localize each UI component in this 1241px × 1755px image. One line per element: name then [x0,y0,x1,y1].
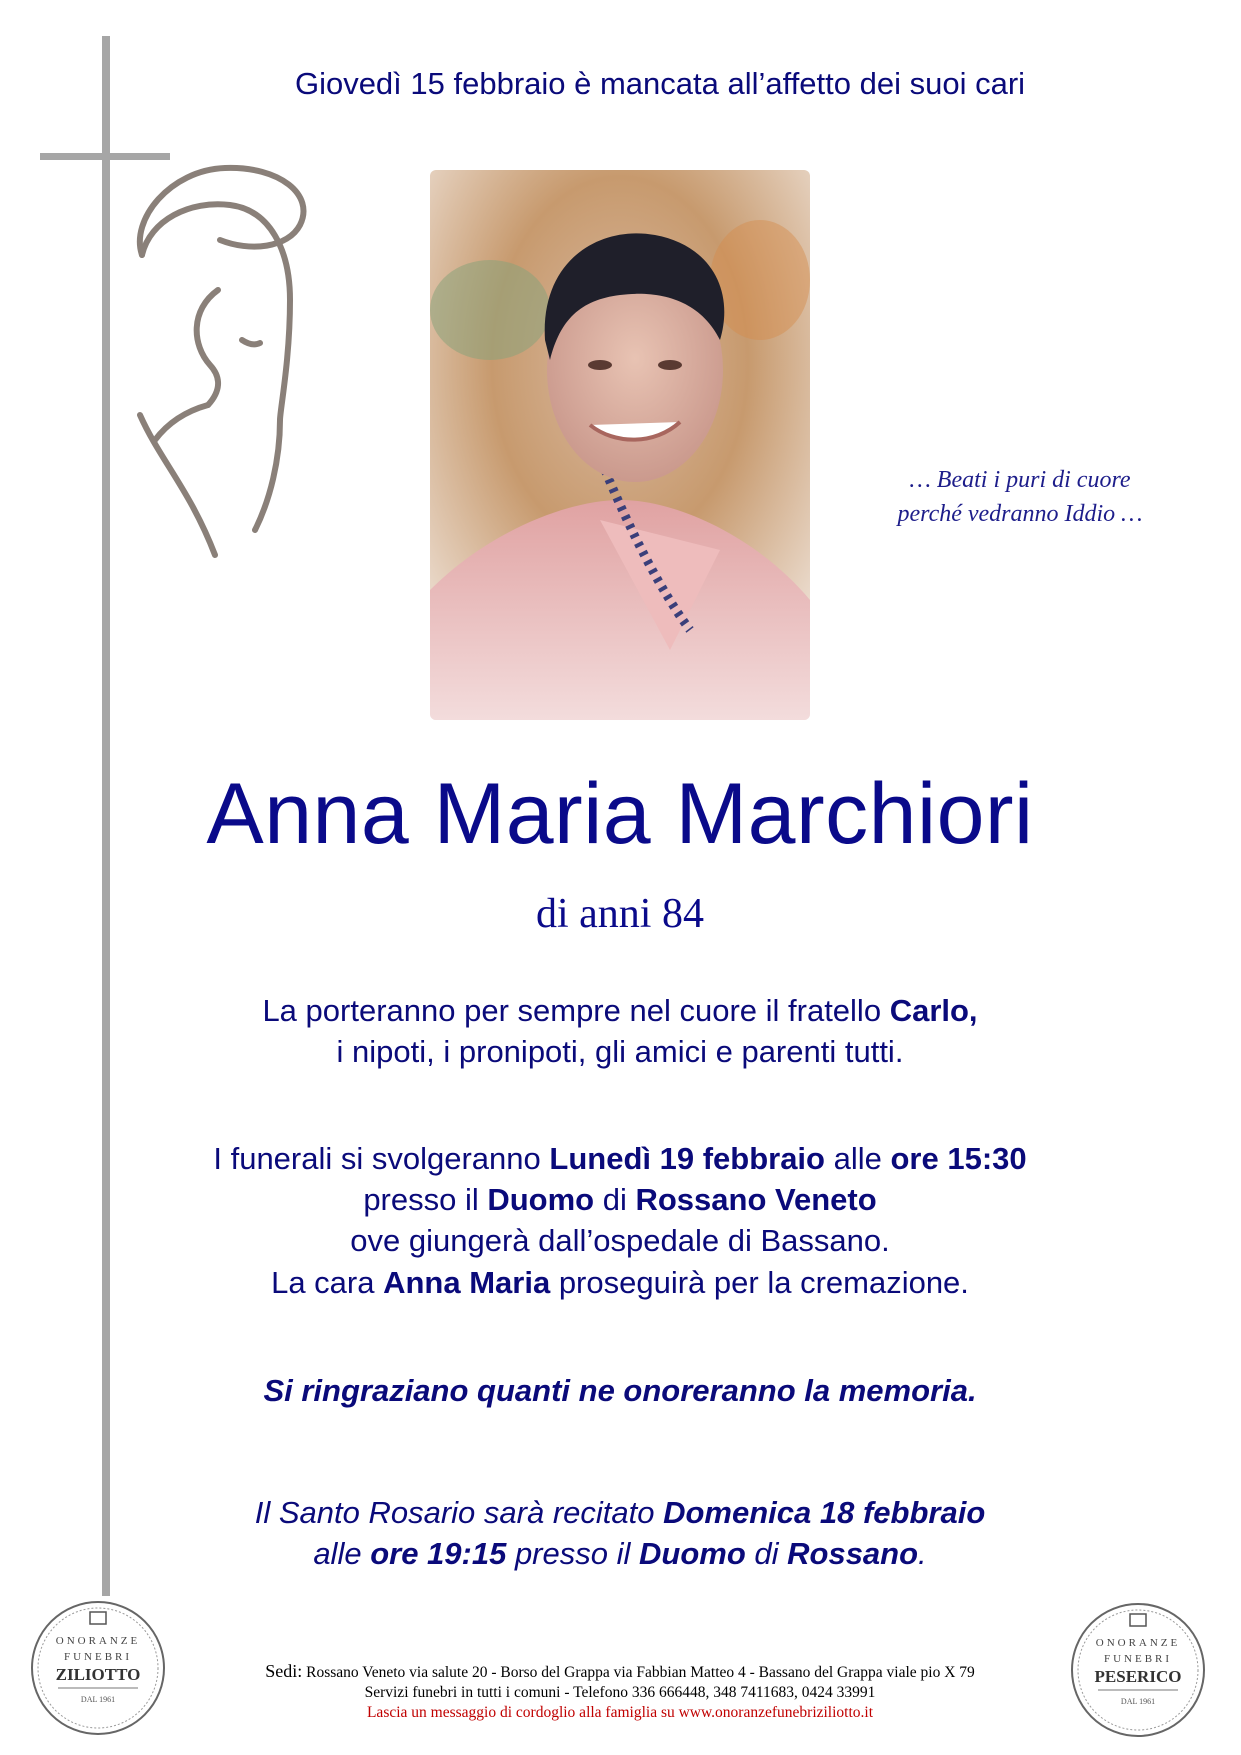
deceased-age: di anni 84 [536,891,704,937]
funeral-time: ore 15:30 [890,1141,1027,1176]
funeral-text: La cara [271,1264,384,1300]
family-paragraph [100,990,1140,1072]
brother-name: Carlo, [889,993,978,1028]
footer-addresses: Rossano Veneto via salute 20 - Borso del Grappa via Fabbian Matteo 4 - Bassano del Grappa viale pio X 79 [302,1664,975,1681]
rosary-text: . [918,1536,927,1572]
rosary-time: ore 19:15 [370,1536,507,1572]
funeral-paragraph [100,1138,1140,1303]
deceased-name: Anna Maria Marchiori [206,766,1034,862]
rosary-text: presso il [506,1536,639,1572]
rosary-paragraph [100,1492,1140,1574]
footer-condolence-link[interactable]: Lascia un messaggio di cordoglio alla famiglia su www.onoranzefunebriziliotto.it [366,1703,874,1721]
funeral-text: presso il [363,1182,488,1218]
peserico-logo [1068,1600,1208,1740]
logo-right-line1: ONORANZE [1095,1637,1181,1649]
quote-line-1: … Beati i puri di cuore [909,467,1131,493]
funeral-date: Lunedì 19 febbraio [549,1141,825,1176]
quote-line-2: perché vedranno Iddio … [897,500,1143,527]
funeral-text: di [594,1182,636,1218]
family-text: La porteranno per sempre nel cuore il fratello [262,993,890,1028]
rosary-church: Duomo [639,1536,746,1572]
rosary-text: di [745,1536,788,1572]
funeral-text: proseguirà per la cremazione. [550,1264,969,1300]
footer-contacts: Servizi funebri in tutti i comuni - Telefono 336 666448, 348 7411683, 0424 33991 [364,1684,876,1702]
rosary-town: Rossano [787,1536,919,1572]
funeral-origin: ove giungerà dall’ospedale di Bassano. [350,1223,890,1259]
ziliotto-logo [28,1598,168,1738]
announcement-header: Giovedì 15 febbraio è mancata all’affetto dei suoi cari [294,66,1026,101]
logo-right-line3: PESERICO [1094,1667,1182,1686]
funeral-town: Rossano Veneto [635,1182,877,1218]
funeral-church: Duomo [487,1182,595,1218]
thanks-line: Si ringraziano quanti ne onoreranno la memoria. [263,1373,977,1408]
deceased-first-name: Anna Maria [383,1264,551,1300]
cross-horizontal-bar [40,153,170,160]
funeral-text: I funerali si svolgeranno [213,1141,550,1176]
logo-right-line2: FUNEBRI [1103,1653,1173,1665]
logo-left-line4: DAL 1961 [80,1695,116,1704]
madonna-icon [130,160,320,560]
portrait-photo [430,170,810,720]
logo-left-line3: ZILIOTTO [55,1665,141,1684]
footer-info [180,1660,1060,1723]
rosary-text: Il Santo Rosario sarà recitato [254,1495,664,1530]
beatitude-quote [870,464,1170,531]
logo-right-line4: DAL 1961 [1120,1697,1156,1706]
sedi-label: Sedi: [265,1661,303,1681]
family-relatives: i nipoti, i pronipoti, gli amici e parenti tutti. [336,1034,904,1070]
funeral-text: alle [825,1141,891,1176]
rosary-text: alle [313,1536,371,1572]
logo-left-line2: FUNEBRI [63,1651,133,1663]
logo-left-line1: ONORANZE [55,1635,141,1647]
rosary-date: Domenica 18 febbraio [663,1495,986,1530]
